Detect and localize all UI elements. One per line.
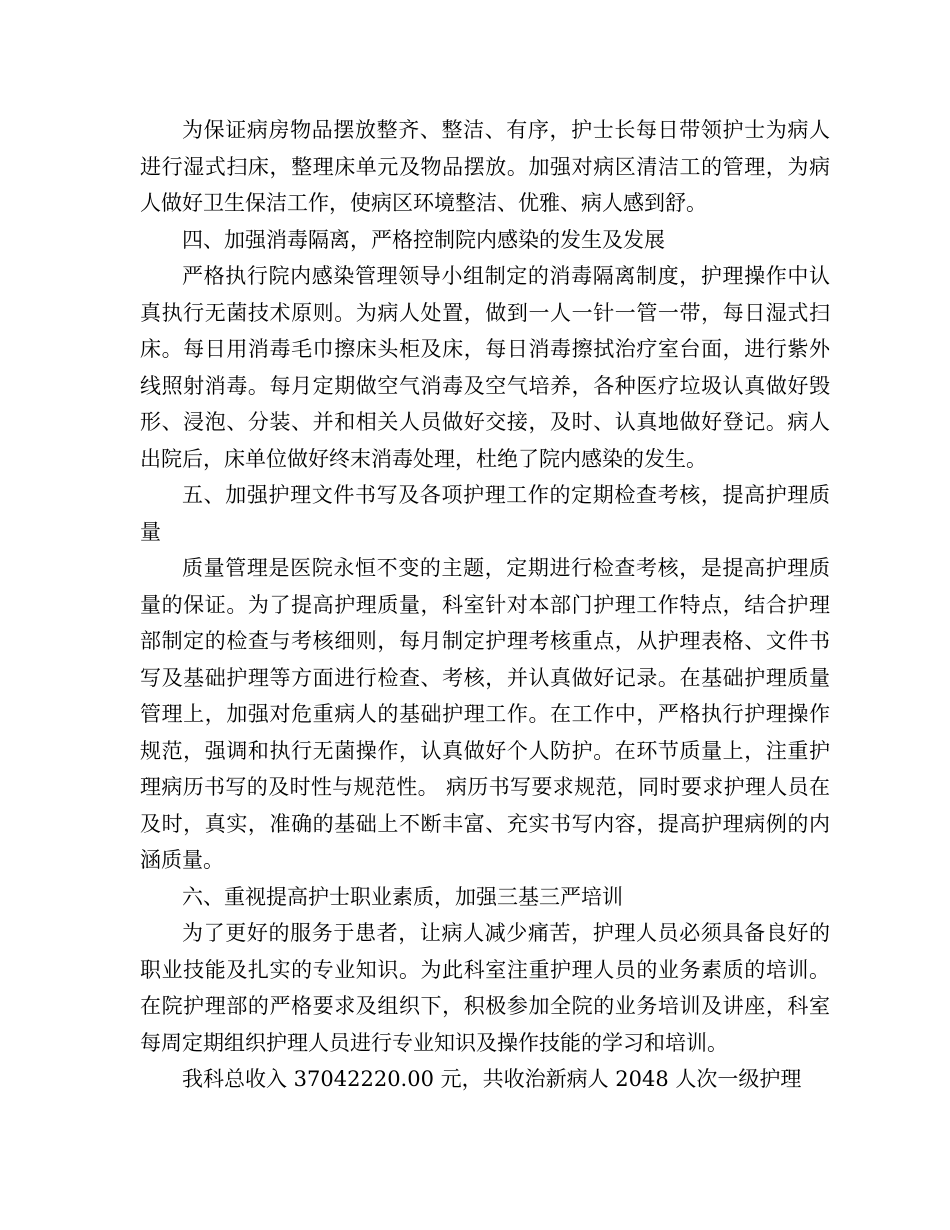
document-body xyxy=(140,112,830,1098)
paragraph-infection-control: 严格执行院内感染管理领导小组制定的消毒隔离制度，护理操作中认真执行无菌技术原则。为病人处置，做到一人一针一管一带，每日湿式扫床。每日用消毒毛巾擦床头柜及床，每日消毒擦拭治疗室台面，进行紫外线照射消毒。每月定期做空气消毒及空气培养，各种医疗垃圾认真做好毁形、浸泡、分装、并和相关人员做好交接，及时、认真地做好登记。病人出院后，床单位做好终末消毒处理，杜绝了院内感染的发生。 xyxy=(140,264,830,471)
paragraph-revenue: 我科总收入 37042220.00 元，共收治新病人 2048 人次一级护理 xyxy=(182,1067,802,1091)
heading-disinfection-isolation: 四、加强消毒隔离，严格控制院内感染的发生及发展 xyxy=(182,227,665,252)
heading-nurse-training: 六、重视提高护士职业素质，加强三基三严培训 xyxy=(182,884,623,909)
paragraph-quality-management: 质量管理是医院永恒不变的主题，定期进行检查考核，是提高护理质量的保证。为了提高护理质量，科室针对本部门护理工作特点，结合护理部制定的检查与考核细则，每月制定护理考核重点，从护理表格、文件书写及基础护理等方面进行检查、考核，并认真做好记录。在基础护理质量管理上，加强对危重病人的基础护理工作。在工作中，严格执行护理操作规范，强调和执行无菌操作，认真做好个人防护。在环节质量上，注重护理病历书写的及时性与规范性。 病历书写要求规范，同时要求护理人员在及时，真实，准确的基础上不断丰富、充实书写内容，提高护理病例的内涵质量。 xyxy=(140,556,830,872)
paragraph-ward-cleaning: 为保证病房物品摆放整齐、整洁、有序，护士长每日带领护士为病人进行湿式扫床，整理床单元及物品摆放。加强对病区清洁工的管理，为病人做好卫生保洁工作，使病区环境整洁、优雅、病人感到舒。 xyxy=(140,118,830,215)
heading-nursing-documents: 五、加强护理文件书写及各项护理工作的定期检查考核，提高护理质量 xyxy=(140,483,830,544)
paragraph-training: 为了更好的服务于患者，让病人减少痛苦，护理人员必须具备良好的职业技能及扎实的专业知识。为此科室注重护理人员的业务素质的培训。在院护理部的严格要求及组织下，积极参加全院的业务培训及讲座，科室每周定期组织护理人员进行专业知识及操作技能的学习和培训。 xyxy=(140,921,830,1055)
